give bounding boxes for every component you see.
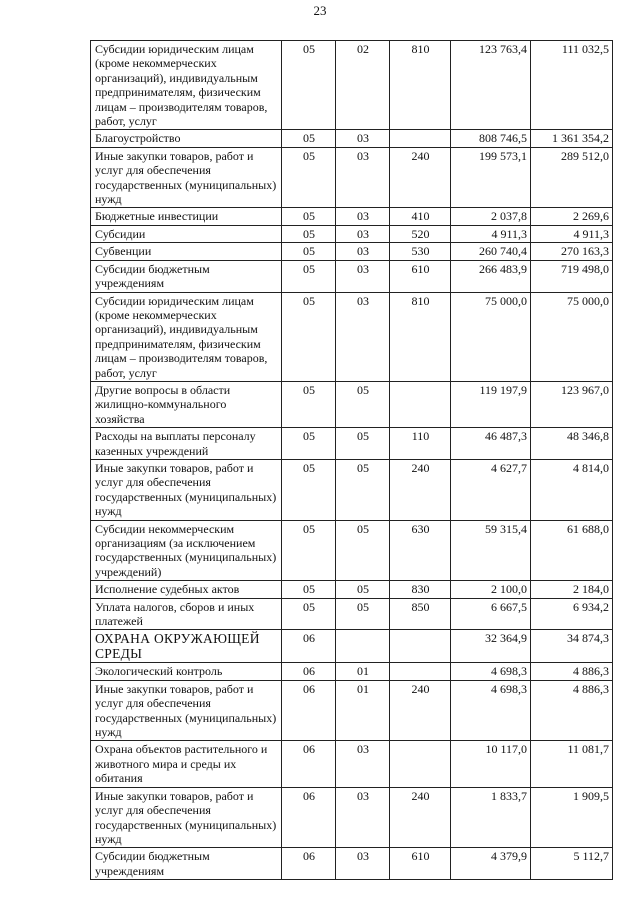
amount-year-1: 75 000,0 xyxy=(451,292,531,381)
amount-year-2: 2 269,6 xyxy=(531,208,613,225)
subsection-code: 05 xyxy=(336,520,390,581)
table-row xyxy=(91,630,613,663)
subsection-code: 05 xyxy=(336,459,390,520)
subsection-code: 05 xyxy=(336,381,390,427)
expense-name: Иные закупки товаров, работ и услуг для обеспечения государственных (муниципальных) нужд xyxy=(91,787,282,848)
expense-name: Иные закупки товаров, работ и услуг для обеспечения государственных (муниципальных) нужд xyxy=(91,147,282,208)
subsection-code: 03 xyxy=(336,130,390,147)
subsection-code: 05 xyxy=(336,581,390,598)
subsection-code: 01 xyxy=(336,680,390,741)
table-row xyxy=(91,41,613,130)
amount-year-1: 32 364,9 xyxy=(451,630,531,663)
expense-type-code xyxy=(390,663,451,680)
subsection-code: 03 xyxy=(336,741,390,787)
section-code: 06 xyxy=(282,680,336,741)
table-row xyxy=(91,428,613,460)
expense-type-code: 810 xyxy=(390,292,451,381)
amount-year-2: 111 032,5 xyxy=(531,41,613,130)
expense-type-code: 830 xyxy=(390,581,451,598)
budget-table-body xyxy=(91,41,613,880)
expense-name: Субсидии бюджетным учреждениям xyxy=(91,260,282,292)
table-row xyxy=(91,243,613,260)
amount-year-1: 123 763,4 xyxy=(451,41,531,130)
expense-type-code: 240 xyxy=(390,459,451,520)
amount-year-1: 2 037,8 xyxy=(451,208,531,225)
table-row xyxy=(91,260,613,292)
expense-type-code: 630 xyxy=(390,520,451,581)
expense-type-code xyxy=(390,741,451,787)
section-code: 05 xyxy=(282,225,336,242)
expense-type-code: 520 xyxy=(390,225,451,242)
amount-year-1: 59 315,4 xyxy=(451,520,531,581)
amount-year-1: 119 197,9 xyxy=(451,381,531,427)
section-code: 05 xyxy=(282,260,336,292)
amount-year-2: 4 886,3 xyxy=(531,663,613,680)
expense-type-code: 240 xyxy=(390,787,451,848)
section-code: 06 xyxy=(282,663,336,680)
section-code: 05 xyxy=(282,292,336,381)
amount-year-1: 4 698,3 xyxy=(451,663,531,680)
expense-type-code: 410 xyxy=(390,208,451,225)
expense-type-code: 110 xyxy=(390,428,451,460)
subsection-code: 03 xyxy=(336,147,390,208)
expense-name: Субсидии некоммерческим организациям (за исключением государственных (муниципальных) учреждений) xyxy=(91,520,282,581)
subsection-code: 03 xyxy=(336,260,390,292)
subsection-code: 03 xyxy=(336,225,390,242)
amount-year-2: 61 688,0 xyxy=(531,520,613,581)
expense-type-code xyxy=(390,630,451,663)
expense-type-code: 610 xyxy=(390,260,451,292)
section-code: 06 xyxy=(282,848,336,880)
amount-year-2: 4 886,3 xyxy=(531,680,613,741)
subsection-code: 03 xyxy=(336,787,390,848)
expense-name: Субсидии юридическим лицам (кроме некоммерческих организаций), индивидуальным предпринимателям, физическим лицам – производителям товаров, работ, услуг xyxy=(91,292,282,381)
amount-year-1: 2 100,0 xyxy=(451,581,531,598)
section-code: 05 xyxy=(282,581,336,598)
expense-name: Благоустройство xyxy=(91,130,282,147)
section-code: 06 xyxy=(282,787,336,848)
section-code: 05 xyxy=(282,520,336,581)
expense-type-code: 810 xyxy=(390,41,451,130)
table-row xyxy=(91,787,613,848)
table-row xyxy=(91,292,613,381)
expense-name: Субсидии юридическим лицам (кроме некоммерческих организаций), индивидуальным предпринимателям, физическим лицам – производителям товаров, работ, услуг xyxy=(91,41,282,130)
section-code: 06 xyxy=(282,741,336,787)
subsection-code: 02 xyxy=(336,41,390,130)
amount-year-2: 4 814,0 xyxy=(531,459,613,520)
amount-year-2: 719 498,0 xyxy=(531,260,613,292)
amount-year-2: 75 000,0 xyxy=(531,292,613,381)
amount-year-1: 266 483,9 xyxy=(451,260,531,292)
expense-type-code: 530 xyxy=(390,243,451,260)
subsection-code: 03 xyxy=(336,292,390,381)
expense-name: Иные закупки товаров, работ и услуг для обеспечения государственных (муниципальных) нужд xyxy=(91,459,282,520)
subsection-code: 03 xyxy=(336,848,390,880)
amount-year-1: 808 746,5 xyxy=(451,130,531,147)
expense-type-code: 850 xyxy=(390,598,451,630)
expense-name: ОХРАНА ОКРУЖАЮЩЕЙ СРЕДЫ xyxy=(91,630,282,663)
expense-type-code: 610 xyxy=(390,848,451,880)
section-code: 05 xyxy=(282,130,336,147)
amount-year-2: 1 361 354,2 xyxy=(531,130,613,147)
expense-type-code xyxy=(390,381,451,427)
table-row xyxy=(91,225,613,242)
amount-year-2: 289 512,0 xyxy=(531,147,613,208)
subsection-code: 03 xyxy=(336,243,390,260)
amount-year-1: 46 487,3 xyxy=(451,428,531,460)
expense-name: Исполнение судебных актов xyxy=(91,581,282,598)
amount-year-2: 11 081,7 xyxy=(531,741,613,787)
subsection-code: 03 xyxy=(336,208,390,225)
amount-year-2: 5 112,7 xyxy=(531,848,613,880)
budget-table xyxy=(90,40,613,880)
table-row xyxy=(91,598,613,630)
table-row xyxy=(91,381,613,427)
amount-year-1: 260 740,4 xyxy=(451,243,531,260)
subsection-code xyxy=(336,630,390,663)
table-row xyxy=(91,520,613,581)
amount-year-1: 199 573,1 xyxy=(451,147,531,208)
subsection-code: 05 xyxy=(336,428,390,460)
table-row xyxy=(91,848,613,880)
amount-year-2: 6 934,2 xyxy=(531,598,613,630)
table-row xyxy=(91,663,613,680)
amount-year-2: 4 911,3 xyxy=(531,225,613,242)
amount-year-1: 1 833,7 xyxy=(451,787,531,848)
amount-year-1: 4 698,3 xyxy=(451,680,531,741)
section-code: 05 xyxy=(282,381,336,427)
subsection-code: 01 xyxy=(336,663,390,680)
expense-name: Субсидии xyxy=(91,225,282,242)
expense-type-code xyxy=(390,130,451,147)
section-code: 05 xyxy=(282,41,336,130)
page-number: 23 xyxy=(313,3,327,18)
amount-year-1: 10 117,0 xyxy=(451,741,531,787)
section-code: 05 xyxy=(282,428,336,460)
table-row xyxy=(91,147,613,208)
section-code: 05 xyxy=(282,459,336,520)
expense-name: Бюджетные инвестиции xyxy=(91,208,282,225)
table-row xyxy=(91,459,613,520)
table-row xyxy=(91,208,613,225)
amount-year-2: 2 184,0 xyxy=(531,581,613,598)
expense-name: Субсидии бюджетным учреждениям xyxy=(91,848,282,880)
expense-name: Иные закупки товаров, работ и услуг для обеспечения государственных (муниципальных) нужд xyxy=(91,680,282,741)
section-code: 05 xyxy=(282,208,336,225)
amount-year-2: 123 967,0 xyxy=(531,381,613,427)
amount-year-2: 34 874,3 xyxy=(531,630,613,663)
expense-type-code: 240 xyxy=(390,680,451,741)
section-code: 05 xyxy=(282,598,336,630)
section-code: 05 xyxy=(282,147,336,208)
amount-year-1: 4 379,9 xyxy=(451,848,531,880)
amount-year-2: 1 909,5 xyxy=(531,787,613,848)
table-row xyxy=(91,741,613,787)
expense-name: Расходы на выплаты персоналу казенных учреждений xyxy=(91,428,282,460)
table-row xyxy=(91,680,613,741)
expense-name: Другие вопросы в области жилищно-коммунального хозяйства xyxy=(91,381,282,427)
subsection-code: 05 xyxy=(336,598,390,630)
expense-name: Экологический контроль xyxy=(91,663,282,680)
section-code: 06 xyxy=(282,630,336,663)
section-code: 05 xyxy=(282,243,336,260)
expense-name: Охрана объектов растительного и животного мира и среды их обитания xyxy=(91,741,282,787)
expense-name: Субвенции xyxy=(91,243,282,260)
amount-year-2: 48 346,8 xyxy=(531,428,613,460)
expense-type-code: 240 xyxy=(390,147,451,208)
table-row xyxy=(91,130,613,147)
amount-year-1: 4 911,3 xyxy=(451,225,531,242)
expense-name: Уплата налогов, сборов и иных платежей xyxy=(91,598,282,630)
amount-year-2: 270 163,3 xyxy=(531,243,613,260)
amount-year-1: 4 627,7 xyxy=(451,459,531,520)
table-row xyxy=(91,581,613,598)
amount-year-1: 6 667,5 xyxy=(451,598,531,630)
